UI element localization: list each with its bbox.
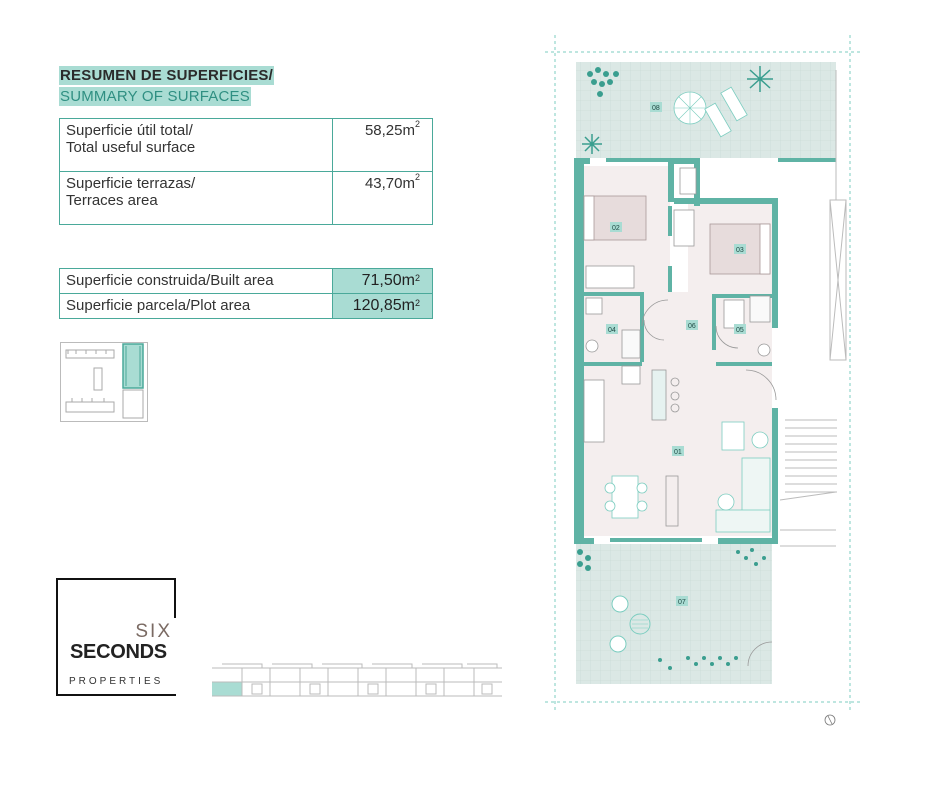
- room-number: 01: [674, 449, 682, 456]
- unit-exponent: 2: [414, 273, 420, 283]
- bed-room-02: [584, 196, 646, 240]
- unit-exponent: 2: [414, 119, 420, 129]
- row-label-es: Superficie útil total/: [66, 122, 193, 139]
- logo-properties: PROPERTIES: [69, 676, 164, 687]
- surfaces-heading: [59, 66, 274, 108]
- logo-frame: [56, 578, 58, 696]
- terrace-07: [576, 544, 772, 684]
- room-number: 06: [688, 323, 696, 330]
- logo-frame: [56, 578, 176, 580]
- table-cell-value: [333, 172, 433, 225]
- logo-frame: [174, 578, 176, 618]
- table-row: [60, 119, 433, 172]
- row-value: 120,85m: [352, 297, 415, 314]
- table-row: [60, 172, 433, 225]
- key-plan-diagram: [60, 342, 148, 422]
- room-number: 05: [736, 327, 744, 334]
- floor-plan: [540, 30, 940, 730]
- table-row: [60, 294, 433, 319]
- built-area-value: [333, 269, 433, 294]
- unit-exponent: 2: [414, 298, 420, 308]
- row-value: 58,25m: [364, 122, 415, 139]
- room-number: 04: [608, 327, 616, 334]
- heading-title-es: RESUMEN DE SUPERFICIES/: [60, 67, 273, 84]
- logo-six: SIX: [135, 621, 172, 642]
- area-table: [59, 268, 433, 319]
- row-label-en: Total useful surface: [66, 139, 196, 156]
- row-value: 43,70m: [364, 175, 415, 192]
- heading-title-en: SUMMARY OF SURFACES: [60, 88, 250, 105]
- table-row: [60, 269, 433, 294]
- plot-area-value: [333, 294, 433, 319]
- summary-table: [59, 118, 433, 225]
- room-number: 02: [612, 225, 620, 232]
- six-seconds-logo: [56, 578, 176, 696]
- logo-seconds: SECONDS: [70, 641, 167, 663]
- table-cell-value: [333, 119, 433, 172]
- built-area-label: Superficie construida/Built area: [60, 269, 333, 294]
- room-number: 07: [678, 599, 686, 606]
- room-number: 08: [652, 105, 660, 112]
- row-value: 71,50m: [361, 272, 415, 289]
- facade-key-diagram: [212, 662, 502, 698]
- table-cell-label: [60, 172, 333, 225]
- compass-icon: [825, 715, 835, 725]
- logo-frame: [56, 694, 176, 696]
- plot-area-label: Superficie parcela/Plot area: [60, 294, 333, 319]
- row-label-en: Terraces area: [66, 192, 158, 209]
- row-label-es: Superficie terrazas/: [66, 175, 196, 192]
- room-number: 03: [736, 247, 744, 254]
- table-cell-label: [60, 119, 333, 172]
- unit-exponent: 2: [414, 172, 420, 182]
